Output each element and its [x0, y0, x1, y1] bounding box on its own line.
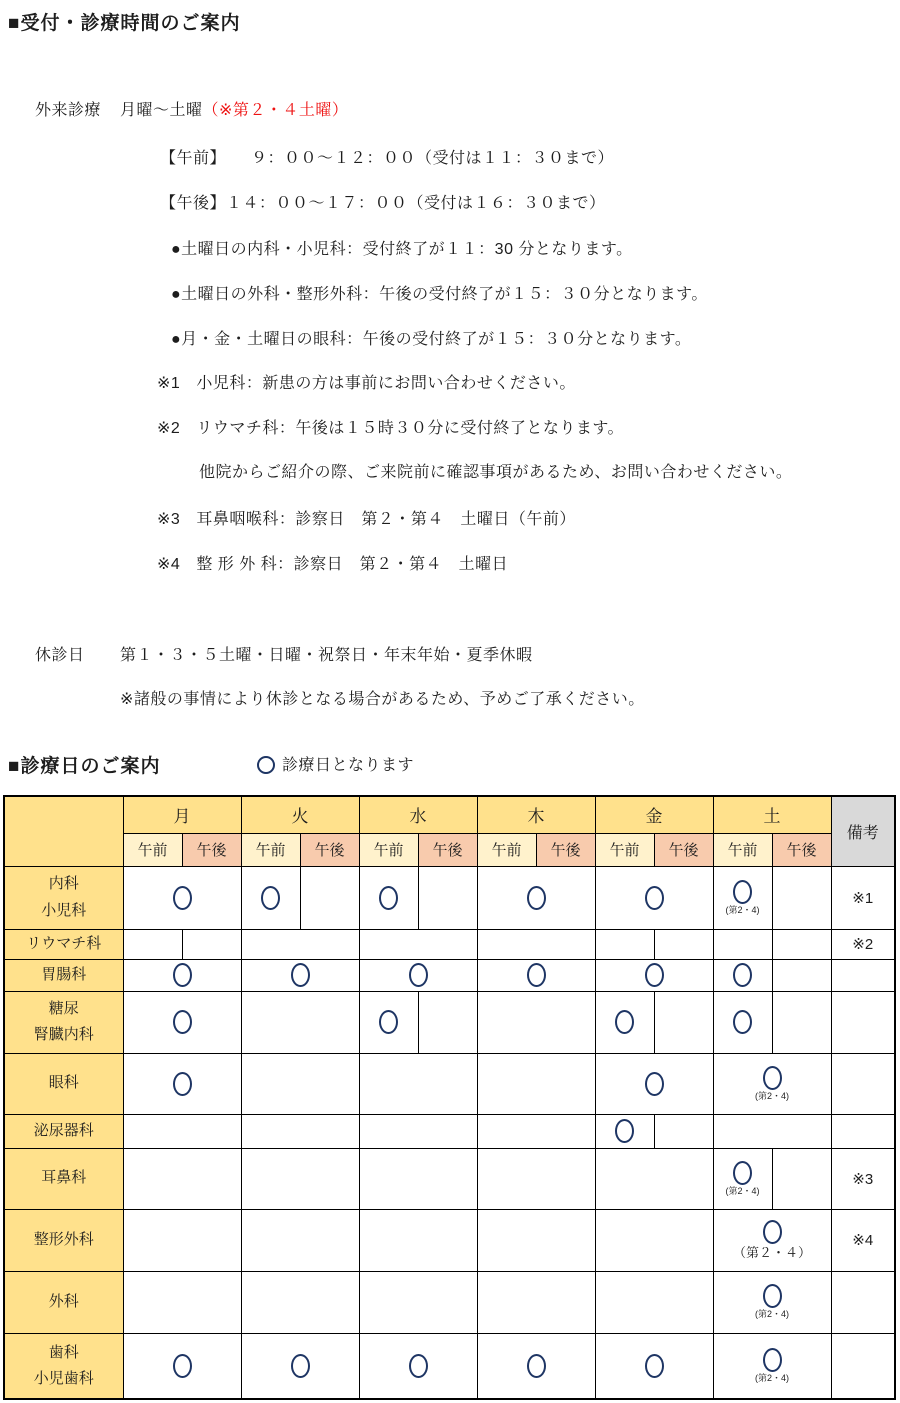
- schedule-cell: [477, 866, 595, 929]
- remark-cell: ※1: [831, 866, 895, 929]
- cell-content: [360, 1010, 418, 1034]
- cell-content: [596, 1072, 713, 1096]
- schedule-cell: [241, 1148, 359, 1209]
- cell-content: [478, 886, 595, 910]
- consultation-circle-icon: [291, 963, 310, 987]
- circle-annotation: (第2・4): [754, 1309, 789, 1320]
- schedule-cell-am: [713, 959, 772, 991]
- pm-header: 午後: [182, 833, 241, 866]
- pm-header: 午後: [772, 833, 831, 866]
- cell-content: [714, 880, 772, 916]
- department-cell: 内科 小児科: [4, 866, 123, 929]
- schedule-cell-am: [713, 1148, 772, 1209]
- table-row: [4, 866, 895, 929]
- am-header: 午前: [123, 833, 182, 866]
- cell-content: [478, 963, 595, 987]
- numbered-note-1: [157, 370, 576, 393]
- schedule-cell: [477, 1209, 595, 1271]
- day-header-土: 土: [713, 796, 831, 833]
- department-cell: 外科: [4, 1271, 123, 1333]
- table-row: [4, 991, 895, 1053]
- remark-cell: [831, 1114, 895, 1148]
- bullet-note-eye: ●月・金・土曜日の眼科：午後の受付終了が１５：３０分となります。: [171, 331, 692, 348]
- department-cell: 歯科 小児歯科: [4, 1333, 123, 1399]
- pm-header: 午後: [654, 833, 713, 866]
- remark-cell: [831, 1053, 895, 1114]
- schedule-cell: [123, 1333, 241, 1399]
- remark-cell: [831, 1333, 895, 1399]
- department-cell: 整形外科: [4, 1209, 123, 1271]
- consultation-circle-icon: [763, 1348, 782, 1372]
- schedule-cell: [595, 1271, 713, 1333]
- table-subheader-row: [4, 833, 895, 866]
- cell-content: [596, 886, 713, 910]
- consultation-circle-icon: [645, 1354, 664, 1378]
- table-row: [4, 1053, 895, 1114]
- table-row: [4, 1271, 895, 1333]
- schedule-cell: [713, 1114, 831, 1148]
- schedule-cell: [477, 1053, 595, 1114]
- schedule-cell: [123, 959, 241, 991]
- remark-cell: ※3: [831, 1148, 895, 1209]
- consultation-circle-icon: [527, 963, 546, 987]
- consultation-circle-icon: [173, 1354, 192, 1378]
- consultation-circle-icon: [615, 1119, 634, 1143]
- day-header-火: 火: [241, 796, 359, 833]
- cell-content: [714, 963, 772, 987]
- schedule-cell: [477, 1148, 595, 1209]
- bullet-note-saturday-internal: ●土曜日の内科・小児科：受付終了が１１：30 分となります。: [171, 241, 633, 258]
- consultation-circle-icon: [763, 1284, 782, 1308]
- consultation-circle-icon: [173, 886, 192, 910]
- schedule-cell: [123, 1271, 241, 1333]
- schedule-cell-am: [713, 929, 772, 959]
- cell-content: [714, 1220, 831, 1261]
- schedule-cell: [123, 1209, 241, 1271]
- consultation-circle-icon: [409, 963, 428, 987]
- cell-content: [596, 1119, 654, 1143]
- day-header-水: 水: [359, 796, 477, 833]
- schedule-cell-am: [595, 1114, 654, 1148]
- bullet-note-saturday-surgery: ●土曜日の外科・整形外科：午後の受付終了が１５：３０分となります。: [171, 286, 708, 303]
- department-cell: 耳鼻科: [4, 1148, 123, 1209]
- schedule-cell-pm: [654, 1114, 713, 1148]
- cell-content: [714, 1010, 772, 1034]
- pm-header: 午後: [418, 833, 477, 866]
- morning-hours: 【午前】 ９：００～１２：００（受付は１１：３０まで）: [160, 150, 615, 167]
- cell-content: [124, 963, 241, 987]
- outpatient-label: 外来診療: [35, 102, 102, 119]
- table-row: [4, 1333, 895, 1399]
- schedule-cell-am: [595, 991, 654, 1053]
- schedule-cell: [713, 1333, 831, 1399]
- consultation-circle-icon: [527, 1354, 546, 1378]
- schedule-cell: [359, 959, 477, 991]
- schedule-cell: [359, 1114, 477, 1148]
- schedule-cell: [477, 1333, 595, 1399]
- cell-content: [360, 886, 418, 910]
- cell-content: [360, 1354, 477, 1378]
- schedule-cell-am: [595, 929, 654, 959]
- consultation-circle-icon: [261, 886, 280, 910]
- cell-content: [714, 1348, 831, 1384]
- schedule-cell: [241, 1333, 359, 1399]
- department-cell: 胃腸科: [4, 959, 123, 991]
- schedule-cell-pm: [772, 929, 831, 959]
- note-text: 耳鼻咽喉科：診察日 第２・第４ 土曜日（午前）: [196, 511, 576, 528]
- consultation-circle-icon: [763, 1066, 782, 1090]
- department-cell: 眼科: [4, 1053, 123, 1114]
- consultation-circle-icon: [615, 1010, 634, 1034]
- table-row: [4, 1148, 895, 1209]
- am-header: 午前: [713, 833, 772, 866]
- note-number: ※4: [157, 556, 181, 573]
- schedule-cell: [359, 1053, 477, 1114]
- cell-content: [478, 1354, 595, 1378]
- schedule-cell: [595, 1053, 713, 1114]
- table-header-row: [4, 796, 895, 833]
- table-row: [4, 1114, 895, 1148]
- closed-days-text: 第１・３・５土曜・日曜・祝祭日・年末年始・夏季休暇: [120, 647, 533, 664]
- consultation-circle-icon: [173, 1010, 192, 1034]
- am-header: 午前: [241, 833, 300, 866]
- cell-content: [124, 1354, 241, 1378]
- consultation-circle-icon: [173, 963, 192, 987]
- numbered-note-2: [157, 415, 624, 438]
- schedule-cell: [241, 991, 359, 1053]
- circle-annotation: （第２・４）: [732, 1244, 811, 1260]
- circle-annotation: (第2・4): [754, 1090, 789, 1101]
- pm-header: 午後: [536, 833, 595, 866]
- schedule-cell: [359, 1271, 477, 1333]
- schedule-cell: [477, 1271, 595, 1333]
- am-header: 午前: [477, 833, 536, 866]
- department-cell: リウマチ科: [4, 929, 123, 959]
- schedule-cell-am: [713, 991, 772, 1053]
- cell-content: [242, 963, 359, 987]
- cell-content: [242, 886, 300, 910]
- schedule-cell: [595, 959, 713, 991]
- remark-cell: [831, 991, 895, 1053]
- note-number: ※2: [157, 420, 181, 437]
- table-row: [4, 959, 895, 991]
- schedule-cell: [123, 1148, 241, 1209]
- cell-content: [714, 1066, 831, 1102]
- day-header-月: 月: [123, 796, 241, 833]
- schedule-cell-am: [359, 866, 418, 929]
- consultation-circle-icon: [645, 963, 664, 987]
- circle-annotation: (第2・4): [725, 904, 760, 915]
- cell-content: [596, 1354, 713, 1378]
- circle-annotation: (第2・4): [725, 1185, 760, 1196]
- afternoon-hours: 【午後】１４：００～１７：００（受付は１６：３０まで）: [160, 195, 606, 212]
- am-header: 午前: [595, 833, 654, 866]
- schedule-cell: [713, 1053, 831, 1114]
- schedule-cell: [241, 1209, 359, 1271]
- schedule-cell: [713, 1271, 831, 1333]
- cell-content: [714, 1284, 831, 1320]
- remark-cell: ※2: [831, 929, 895, 959]
- schedule-cell: [123, 991, 241, 1053]
- table-row: [4, 1209, 895, 1271]
- circle-annotation: (第2・4): [754, 1372, 789, 1383]
- schedule-cell-am: [123, 929, 182, 959]
- consultation-circle-icon: [733, 963, 752, 987]
- schedule-cell: [241, 1271, 359, 1333]
- cell-content: [242, 1354, 359, 1378]
- cell-content: [714, 1161, 772, 1197]
- numbered-note-2-sub: 他院からご紹介の際、ご来院前に確認事項があるため、お問い合わせください。: [199, 464, 793, 481]
- day-header-金: 金: [595, 796, 713, 833]
- schedule-cell-pm: [772, 1148, 831, 1209]
- schedule-cell: [241, 1114, 359, 1148]
- schedule-cell: [123, 1114, 241, 1148]
- consultation-circle-icon: [733, 880, 752, 904]
- outpatient-days-red-note: （※第２・４土曜）: [202, 102, 349, 119]
- department-cell: 泌尿器科: [4, 1114, 123, 1148]
- legend-circle-icon: [257, 756, 275, 774]
- schedule-cell: [359, 1209, 477, 1271]
- schedule-cell-am: [359, 991, 418, 1053]
- legend-text: 診療日となります: [282, 757, 415, 774]
- corner-cell: [4, 796, 123, 866]
- day-header-木: 木: [477, 796, 595, 833]
- remark-cell: [831, 959, 895, 991]
- consultation-circle-icon: [645, 1072, 664, 1096]
- table-row: [4, 929, 895, 959]
- consultation-circle-icon: [527, 886, 546, 910]
- consultation-circle-icon: [645, 886, 664, 910]
- numbered-note-3: [157, 506, 576, 529]
- schedule-cell-pm: [182, 929, 241, 959]
- remark-header: 備考: [831, 796, 895, 866]
- consultation-circle-icon: [291, 1354, 310, 1378]
- consultation-days-table: [3, 795, 896, 1400]
- schedule-cell: [477, 929, 595, 959]
- schedule-cell: [595, 1148, 713, 1209]
- schedule-cell: [477, 1114, 595, 1148]
- schedule-cell-pm: [772, 991, 831, 1053]
- consultation-circle-icon: [733, 1161, 752, 1185]
- consultation-circle-icon: [173, 1072, 192, 1096]
- department-cell: 糖尿 腎臓内科: [4, 991, 123, 1053]
- cell-content: [124, 1072, 241, 1096]
- outpatient-days: [120, 97, 348, 120]
- reception-hours-title: ■受付・診療時間のご案内: [8, 13, 241, 34]
- note-text: 小児科：新患の方は事前にお問い合わせください。: [196, 375, 576, 392]
- note-number: ※3: [157, 511, 181, 528]
- consultation-days-title: ■診療日のご案内: [8, 756, 161, 777]
- outpatient-days-text: 月曜～土曜: [120, 102, 203, 119]
- schedule-cell-pm: [418, 991, 477, 1053]
- closed-days-note: ※諸般の事情により休診となる場合があるため、予めご了承ください。: [120, 691, 645, 708]
- closed-days-label: 休診日: [35, 647, 85, 664]
- am-header: 午前: [359, 833, 418, 866]
- schedule-cell-pm: [654, 991, 713, 1053]
- cell-content: [124, 886, 241, 910]
- schedule-cell-am: [241, 866, 300, 929]
- schedule-cell: [241, 959, 359, 991]
- cell-content: [596, 1010, 654, 1034]
- schedule-cell-pm: [300, 866, 359, 929]
- schedule-cell-pm: [418, 866, 477, 929]
- schedule-cell: [595, 866, 713, 929]
- schedule-cell: [595, 1333, 713, 1399]
- schedule-cell: [477, 959, 595, 991]
- schedule-cell: [477, 991, 595, 1053]
- schedule-cell: [359, 929, 477, 959]
- note-number: ※1: [157, 375, 181, 392]
- numbered-note-4: [157, 551, 508, 574]
- schedule-cell: [123, 1053, 241, 1114]
- schedule-cell: [359, 1148, 477, 1209]
- consultation-circle-icon: [379, 1010, 398, 1034]
- note-text: 整 形 外 科：診察日 第２・第４ 土曜日: [196, 556, 509, 573]
- cell-content: [124, 1010, 241, 1034]
- pm-header: 午後: [300, 833, 359, 866]
- consultation-circle-icon: [409, 1354, 428, 1378]
- consultation-circle-icon: [763, 1220, 782, 1244]
- schedule-cell-pm: [772, 866, 831, 929]
- remark-cell: ※4: [831, 1209, 895, 1271]
- schedule-cell: [595, 1209, 713, 1271]
- schedule-cell: [241, 929, 359, 959]
- remark-cell: [831, 1271, 895, 1333]
- cell-content: [360, 963, 477, 987]
- schedule-cell-am: [713, 866, 772, 929]
- consultation-circle-icon: [733, 1010, 752, 1034]
- schedule-cell: [359, 1333, 477, 1399]
- schedule-cell-pm: [772, 959, 831, 991]
- cell-content: [596, 963, 713, 987]
- schedule-cell: [713, 1209, 831, 1271]
- schedule-cell: [241, 1053, 359, 1114]
- schedule-cell: [123, 866, 241, 929]
- consultation-circle-icon: [379, 886, 398, 910]
- schedule-cell-pm: [654, 929, 713, 959]
- note-text: リウマチ科：午後は１５時３０分に受付終了となります。: [196, 420, 625, 437]
